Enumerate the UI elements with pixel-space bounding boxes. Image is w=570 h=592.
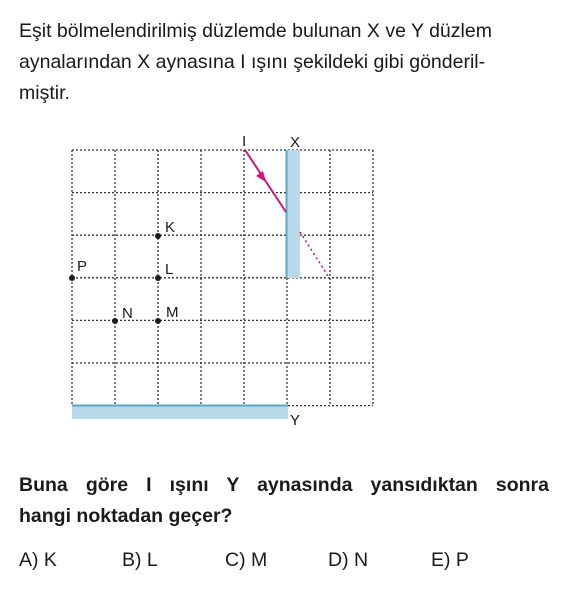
intro-line-3: miştir. (19, 82, 70, 104)
choice-d-value: N (354, 549, 369, 571)
choice-a-letter: A) (19, 549, 39, 571)
mirror-x (286, 150, 300, 278)
point-k (155, 233, 161, 239)
point-n (112, 318, 118, 324)
point-l (155, 275, 161, 281)
point-k-label: K (165, 219, 176, 236)
choice-c-letter: C) (225, 549, 246, 571)
question-line-2: hangi noktadan geçer? (19, 505, 233, 527)
grid (72, 150, 373, 406)
answer-choices (19, 546, 549, 574)
choice-b-value: L (146, 549, 158, 571)
choice-a[interactable] (19, 546, 57, 574)
choice-e[interactable] (431, 546, 469, 574)
intro-line-1: Eşit bölmelendirilmiş düzlemde bulunan X ve Y düzlem (19, 20, 492, 42)
mirror-y-label: Y (290, 412, 301, 429)
ray-extension (300, 232, 328, 276)
ray-label-i: I (242, 133, 247, 150)
point-m (155, 318, 161, 324)
choice-b-letter: B) (122, 549, 142, 571)
point-n-label: N (122, 305, 133, 322)
mirror-x-label: X (290, 134, 301, 151)
mirror-y (72, 405, 288, 419)
choice-a-value: K (43, 549, 57, 571)
choice-c-value: M (251, 549, 268, 571)
point-m-label: M (166, 304, 179, 321)
choice-d[interactable] (328, 546, 368, 574)
point-p (69, 275, 75, 281)
choice-d-letter: D) (328, 549, 349, 571)
question-line-1: Buna göre I ışını Y aynasında yansıdıktan sonra (19, 474, 549, 496)
intro-line-2: aynalarından X aynasına I ışını şekildeki gibi gönderil- (19, 51, 486, 73)
point-p-label: P (77, 258, 88, 275)
choice-b[interactable] (122, 546, 158, 574)
choice-c[interactable] (225, 546, 267, 574)
question (19, 470, 549, 532)
point-l-label: L (165, 261, 174, 278)
choice-e-value: P (455, 549, 469, 571)
choice-e-letter: E) (431, 549, 451, 571)
ray-arrowhead (256, 171, 266, 182)
